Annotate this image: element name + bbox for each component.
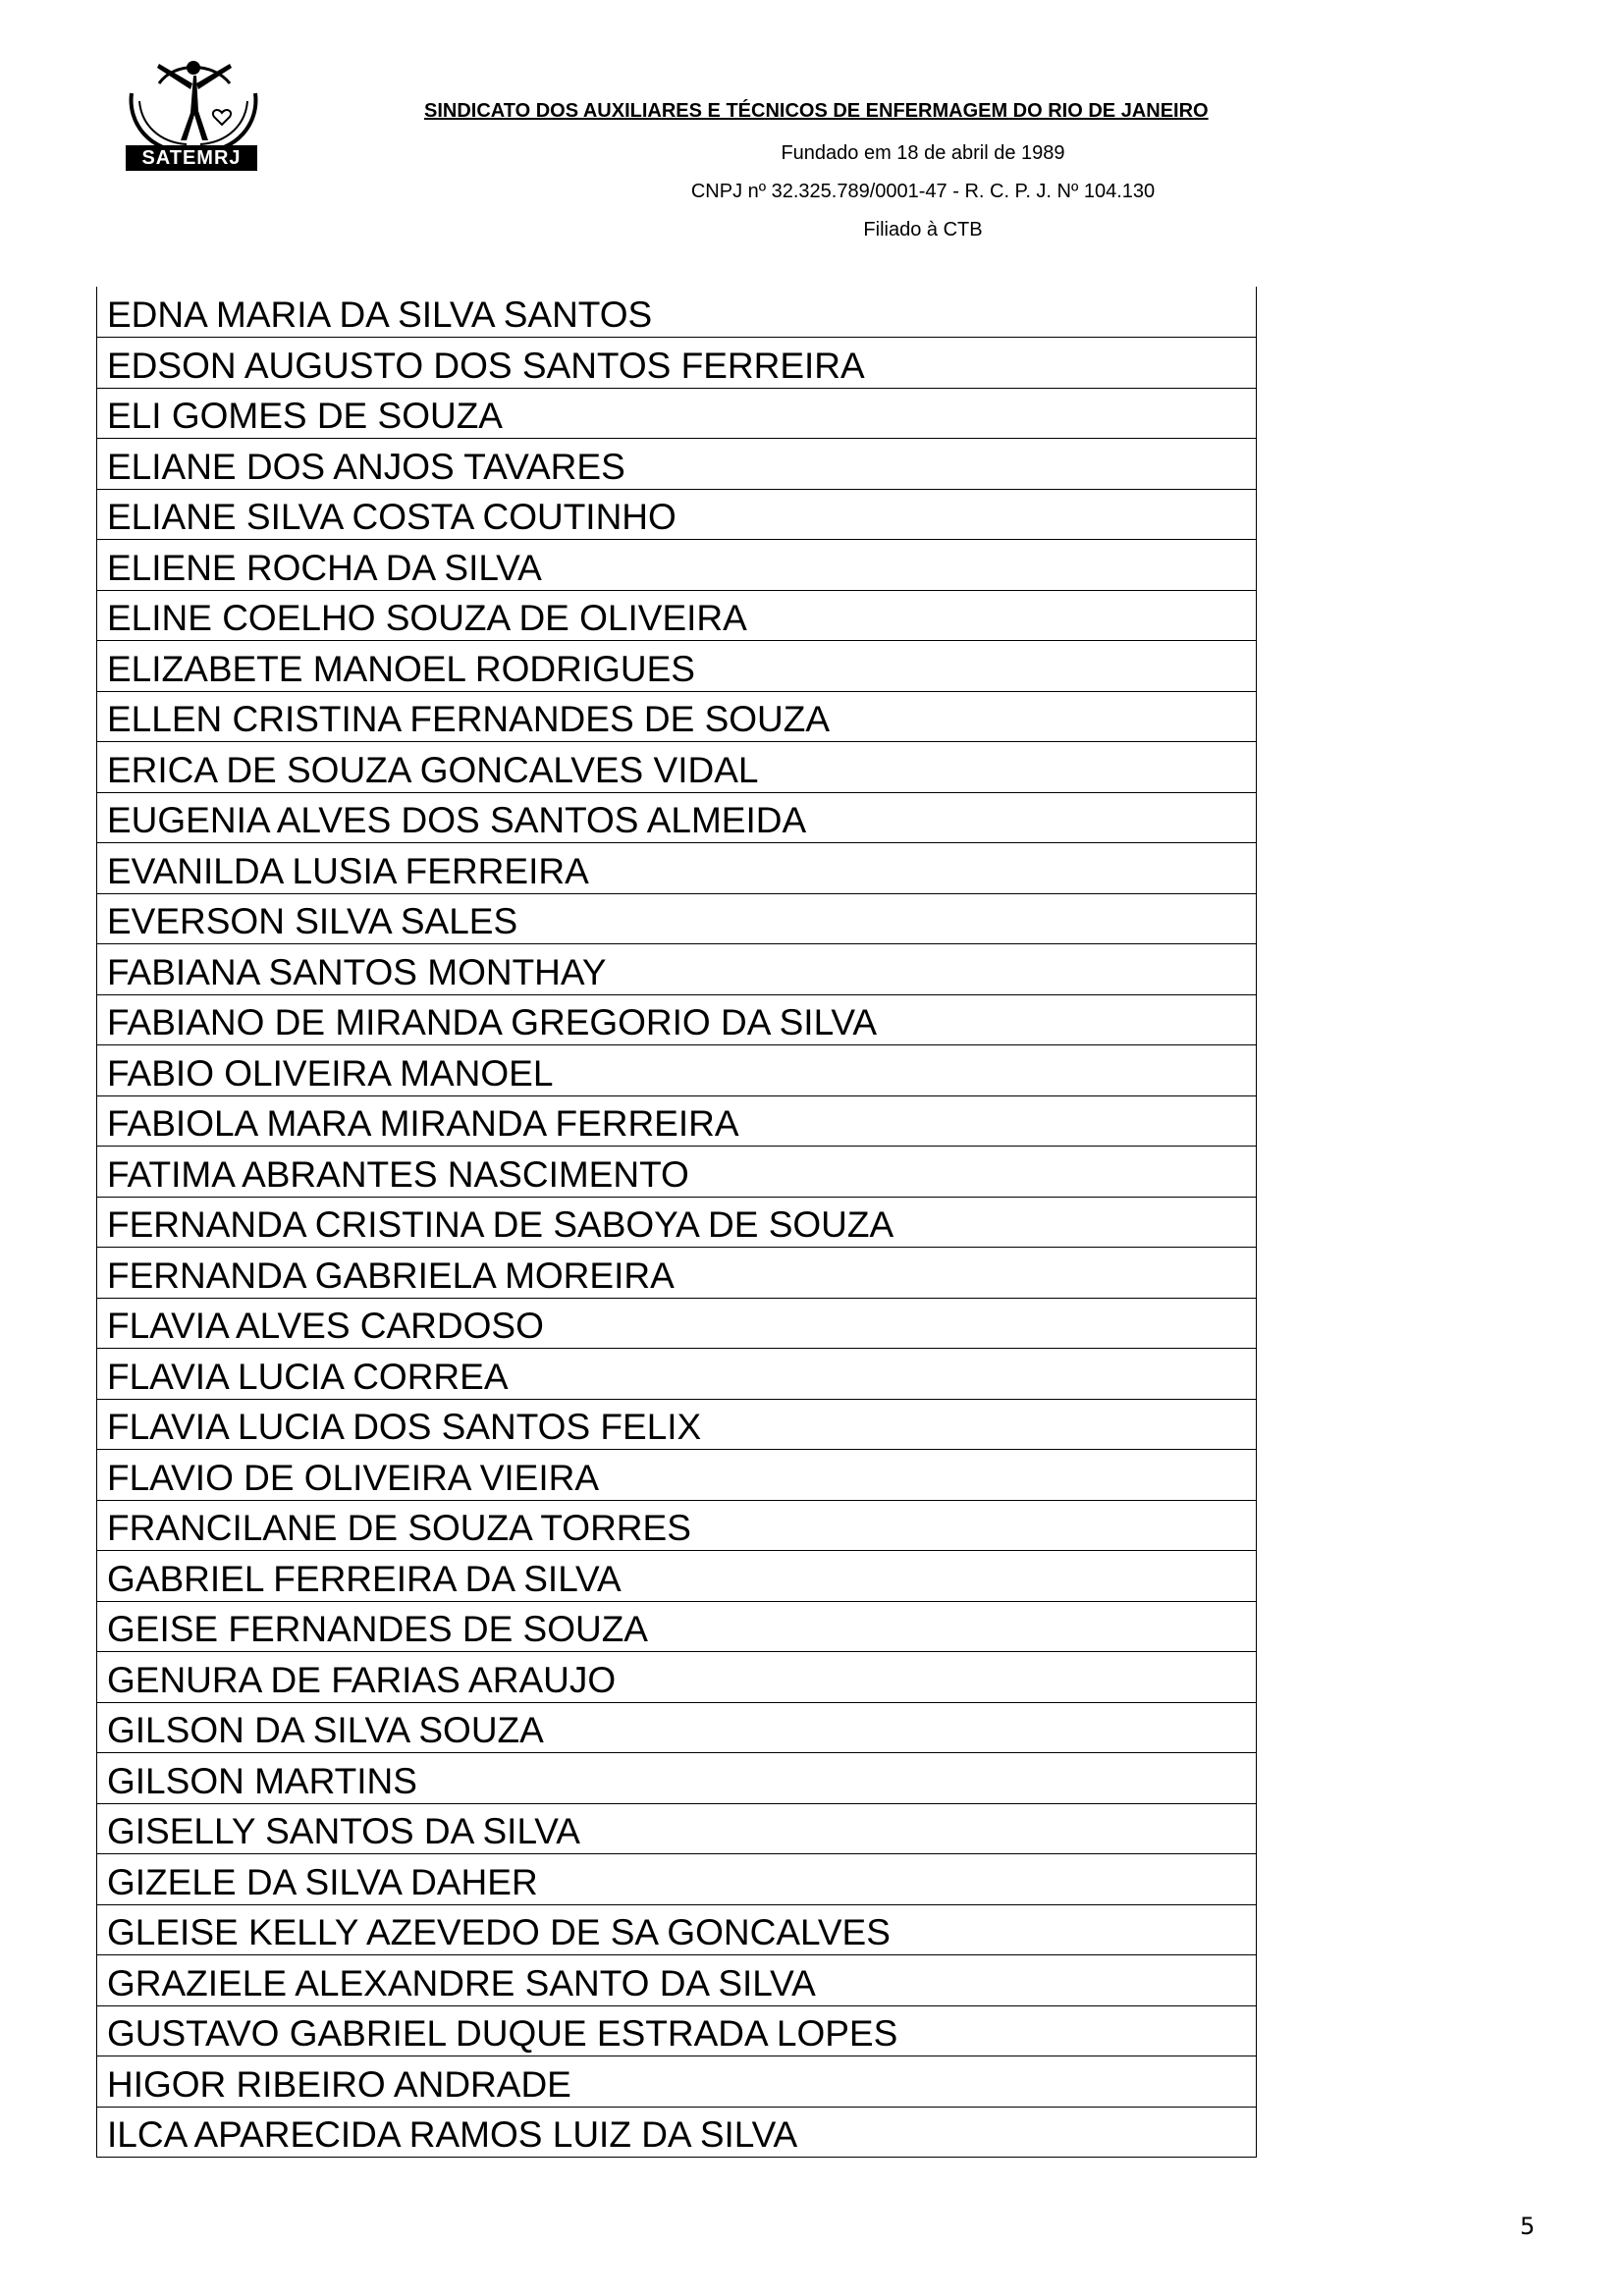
table-row <box>97 1803 1257 1854</box>
table-row <box>97 388 1257 439</box>
table-row <box>97 338 1257 389</box>
founded-date: Fundado em 18 de abril de 1989 <box>781 142 1065 164</box>
table-row <box>97 1045 1257 1096</box>
table-row <box>97 439 1257 490</box>
table-row <box>97 1652 1257 1703</box>
page-number: 5 <box>1520 2213 1536 2240</box>
table-row <box>97 994 1257 1045</box>
affiliation: Filiado à CTB <box>863 219 983 240</box>
organization-name: SINDICATO DOS AUXILIARES E TÉCNICOS DE ENFERMAGEM DO RIO DE JANEIRO <box>424 100 1209 122</box>
names-table-body <box>97 287 1257 2158</box>
member-name-cell: ILCA APARECIDA RAMOS LUIZ DA SILVA <box>97 2107 1257 2158</box>
member-name-cell: HIGOR RIBEIRO ANDRADE <box>97 2056 1257 2108</box>
member-name-cell: FABIO OLIVEIRA MANOEL <box>97 1045 1257 1096</box>
member-name-cell: EUGENIA ALVES DOS SANTOS ALMEIDA <box>97 792 1257 843</box>
member-name-cell: GABRIEL FERREIRA DA SILVA <box>97 1551 1257 1602</box>
member-name-cell: EVERSON SILVA SALES <box>97 893 1257 944</box>
member-name-cell: ELINE COELHO SOUZA DE OLIVEIRA <box>97 590 1257 641</box>
member-name-cell: ELI GOMES DE SOUZA <box>97 388 1257 439</box>
member-name-cell: GUSTAVO GABRIEL DUQUE ESTRADA LOPES <box>97 2005 1257 2056</box>
table-row <box>97 1450 1257 1501</box>
member-name-cell: FLAVIO DE OLIVEIRA VIEIRA <box>97 1450 1257 1501</box>
table-row <box>97 1349 1257 1400</box>
table-row <box>97 893 1257 944</box>
member-name-cell: GIZELE DA SILVA DAHER <box>97 1854 1257 1905</box>
member-name-cell: FERNANDA GABRIELA MOREIRA <box>97 1248 1257 1299</box>
table-row <box>97 590 1257 641</box>
member-name-cell: ELLEN CRISTINA FERNANDES DE SOUZA <box>97 691 1257 742</box>
table-row <box>97 1500 1257 1551</box>
member-name-cell: FLAVIA LUCIA DOS SANTOS FELIX <box>97 1399 1257 1450</box>
table-row <box>97 2107 1257 2158</box>
member-name-cell: FABIANA SANTOS MONTHAY <box>97 944 1257 995</box>
member-name-cell: GEISE FERNANDES DE SOUZA <box>97 1601 1257 1652</box>
table-row <box>97 489 1257 540</box>
table-row <box>97 2056 1257 2108</box>
member-name-cell: FERNANDA CRISTINA DE SABOYA DE SOUZA <box>97 1197 1257 1248</box>
member-name-cell: FLAVIA LUCIA CORREA <box>97 1349 1257 1400</box>
cnpj-registration: CNPJ nº 32.325.789/0001-47 - R. C. P. J. Nº 104.130 <box>690 181 1156 202</box>
table-row <box>97 691 1257 742</box>
table-row <box>97 1904 1257 1955</box>
member-name-cell: ERICA DE SOUZA GONCALVES VIDAL <box>97 742 1257 793</box>
names-table <box>96 287 1257 2158</box>
member-name-cell: FABIANO DE MIRANDA GREGORIO DA SILVA <box>97 994 1257 1045</box>
table-row <box>97 1399 1257 1450</box>
table-row <box>97 540 1257 591</box>
table-row <box>97 287 1257 338</box>
table-row <box>97 792 1257 843</box>
member-name-cell: EDSON AUGUSTO DOS SANTOS FERREIRA <box>97 338 1257 389</box>
member-name-cell: GISELLY SANTOS DA SILVA <box>97 1803 1257 1854</box>
member-name-cell: GLEISE KELLY AZEVEDO DE SA GONCALVES <box>97 1904 1257 1955</box>
member-name-cell: GRAZIELE ALEXANDRE SANTO DA SILVA <box>97 1955 1257 2006</box>
member-name-cell: EVANILDA LUSIA FERREIRA <box>97 843 1257 894</box>
table-row <box>97 1854 1257 1905</box>
member-name-cell: GENURA DE FARIAS ARAUJO <box>97 1652 1257 1703</box>
table-row <box>97 1753 1257 1804</box>
table-row <box>97 2005 1257 2056</box>
table-row <box>97 944 1257 995</box>
table-row <box>97 1601 1257 1652</box>
member-name-cell: FRANCILANE DE SOUZA TORRES <box>97 1500 1257 1551</box>
member-name-cell: FABIOLA MARA MIRANDA FERREIRA <box>97 1095 1257 1147</box>
member-name-cell: ELIENE ROCHA DA SILVA <box>97 540 1257 591</box>
table-row <box>97 1955 1257 2006</box>
member-name-cell: FLAVIA ALVES CARDOSO <box>97 1298 1257 1349</box>
table-row <box>97 1248 1257 1299</box>
table-row <box>97 1551 1257 1602</box>
member-name-cell: ELIZABETE MANOEL RODRIGUES <box>97 641 1257 692</box>
table-row <box>97 641 1257 692</box>
table-row <box>97 1197 1257 1248</box>
logo-label: SATEMRJ <box>126 145 257 171</box>
table-row <box>97 1095 1257 1147</box>
table-row <box>97 843 1257 894</box>
table-row <box>97 742 1257 793</box>
member-name-cell: GILSON MARTINS <box>97 1753 1257 1804</box>
table-row <box>97 1147 1257 1198</box>
table-row <box>97 1298 1257 1349</box>
table-row <box>97 1702 1257 1753</box>
member-name-cell: ELIANE DOS ANJOS TAVARES <box>97 439 1257 490</box>
member-name-cell: GILSON DA SILVA SOUZA <box>97 1702 1257 1753</box>
member-name-cell: ELIANE SILVA COSTA COUTINHO <box>97 489 1257 540</box>
member-name-cell: FATIMA ABRANTES NASCIMENTO <box>97 1147 1257 1198</box>
member-name-cell: EDNA MARIA DA SILVA SANTOS <box>97 287 1257 338</box>
